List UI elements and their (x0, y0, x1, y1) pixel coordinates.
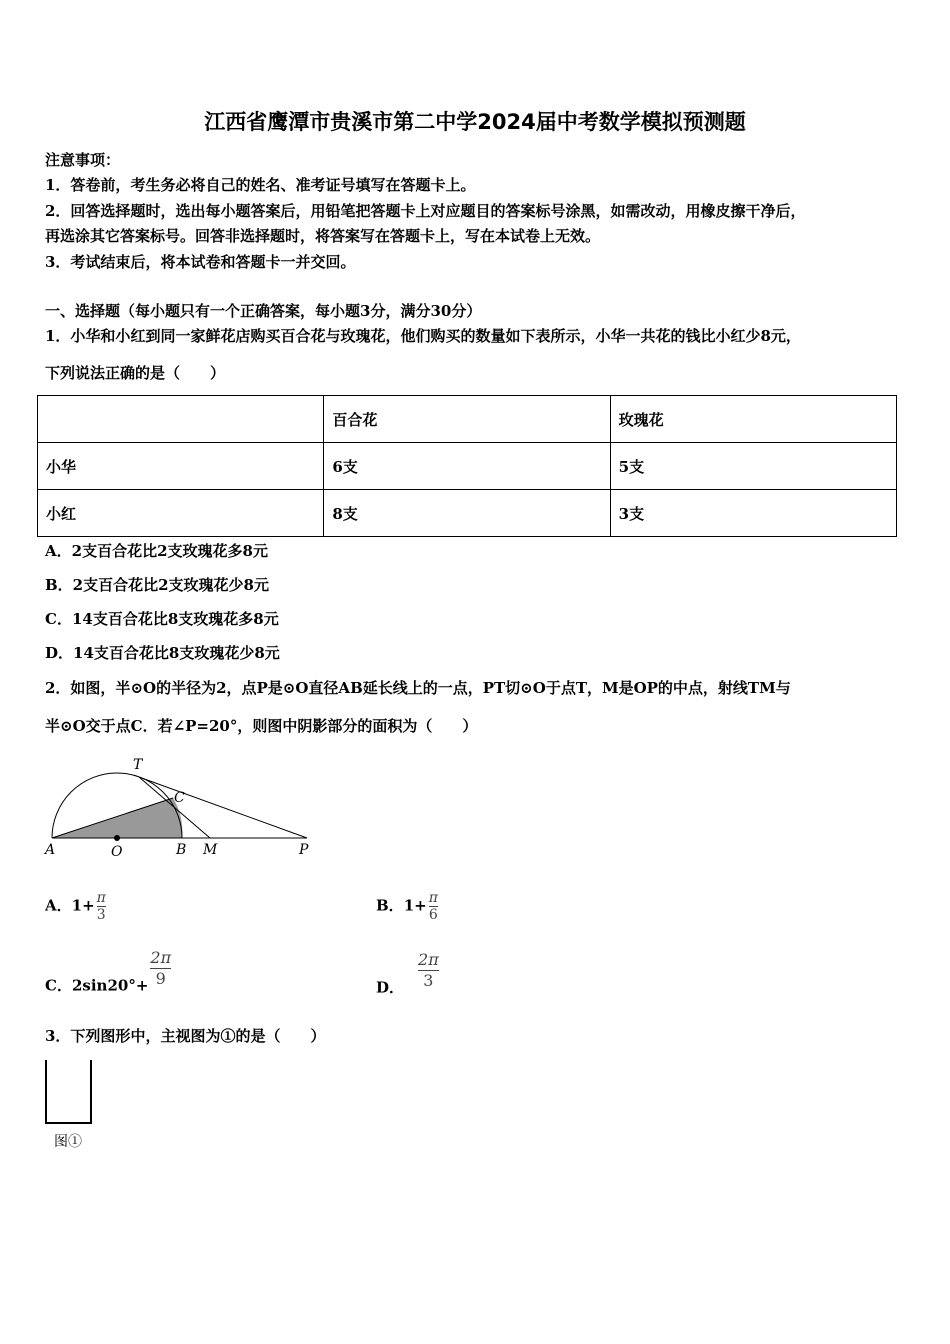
table-row (38, 443, 897, 490)
table-row (38, 490, 897, 537)
note-2: 2．回答选择题时，选出每小题答案后，用铅笔把答题卡上对应题目的答案标号涂黑，如需改动，用橡皮擦干净后， (45, 202, 806, 220)
notes-heading: 注意事项： (45, 151, 121, 169)
q1-text-cont: 下列说法正确的是（ ） (45, 364, 226, 382)
label-c: C (174, 790, 185, 806)
section-heading: 一、选择题（每小题只有一个正确答案，每小题3分，满分30分） (45, 302, 482, 320)
fraction: $\frac{2\pi}{9}$ (150, 948, 172, 988)
label-t: T (133, 757, 143, 773)
q1-option-c: C．14支百合花比8支玫瑰花多8元 (45, 610, 279, 628)
q1-text: 1．小华和小红到同一家鲜花店购买百合花与玫瑰花，他们购买的数量如下表所示，小华一共花的钱比小红少8元， (45, 327, 801, 345)
table-cell: 小华 (38, 443, 324, 490)
fraction: $\frac{\pi}{3}$ (96, 890, 106, 923)
table-cell: 百合花 (324, 396, 610, 443)
q2-option-a: A．1+ $\frac{\pi}{3}$ (45, 890, 106, 923)
table-cell: 3支 (610, 490, 896, 537)
table-cell: 玫瑰花 (610, 396, 896, 443)
q2-option-b: B．1+ $\frac{\pi}{6}$ (376, 890, 438, 923)
q3-figure-caption: 图① (54, 1134, 82, 1150)
table-cell (38, 396, 324, 443)
note-2-cont: 再选涂其它答案标号。回答非选择题时，将答案写在答题卡上，写在本试卷上无效。 (45, 227, 601, 245)
q1-option-d: D．14支百合花比8支玫瑰花少8元 (45, 644, 280, 662)
note-1: 1．答卷前，考生务必将自己的姓名、准考证号填写在答题卡上。 (45, 176, 476, 194)
fraction: $\frac{2\pi}{3}$ (418, 950, 439, 990)
table-header-row (38, 396, 897, 443)
q2-text-cont: 半⊙O交于点C．若∠P=20°，则图中阴影部分的面积为（ ） (45, 717, 478, 735)
page-title: 江西省鹰潭市贵溪市第二中学2024届中考数学模拟预测题 (204, 110, 746, 134)
q3-front-view-figure (45, 1060, 92, 1124)
q2-text: 2．如图，半⊙O的半径为2，点P是⊙O直径AB延长线上的一点，PT切⊙O于点T，M是OP的中点，射线TM与 (45, 679, 791, 697)
q1-table (37, 395, 897, 537)
q2-option-d: D． $\frac{2\pi}{3}$ (376, 950, 439, 997)
label-m: M (203, 842, 218, 858)
table-cell: 8支 (324, 490, 610, 537)
q1-option-a: A．2支百合花比2支玫瑰花多8元 (45, 542, 268, 560)
table-cell: 小红 (38, 490, 324, 537)
table-cell: 6支 (324, 443, 610, 490)
fraction: $\frac{\pi}{6}$ (428, 890, 438, 923)
label-a: A (45, 842, 56, 858)
q1-option-b: B．2支百合花比2支玫瑰花少8元 (45, 576, 269, 594)
label-o: O (111, 844, 123, 860)
note-3: 3．考试结束后，将本试卷和答题卡一并交回。 (45, 253, 356, 271)
table-cell: 5支 (610, 443, 896, 490)
label-p: P (299, 842, 309, 858)
q3-text: 3．下列图形中，主视图为①的是（ ） (45, 1027, 326, 1045)
q2-geometry-figure (40, 750, 330, 865)
label-b: B (176, 842, 187, 858)
q2-option-c: C．2sin20°+ $\frac{2\pi}{9}$ (45, 948, 172, 995)
center-point (114, 835, 120, 841)
